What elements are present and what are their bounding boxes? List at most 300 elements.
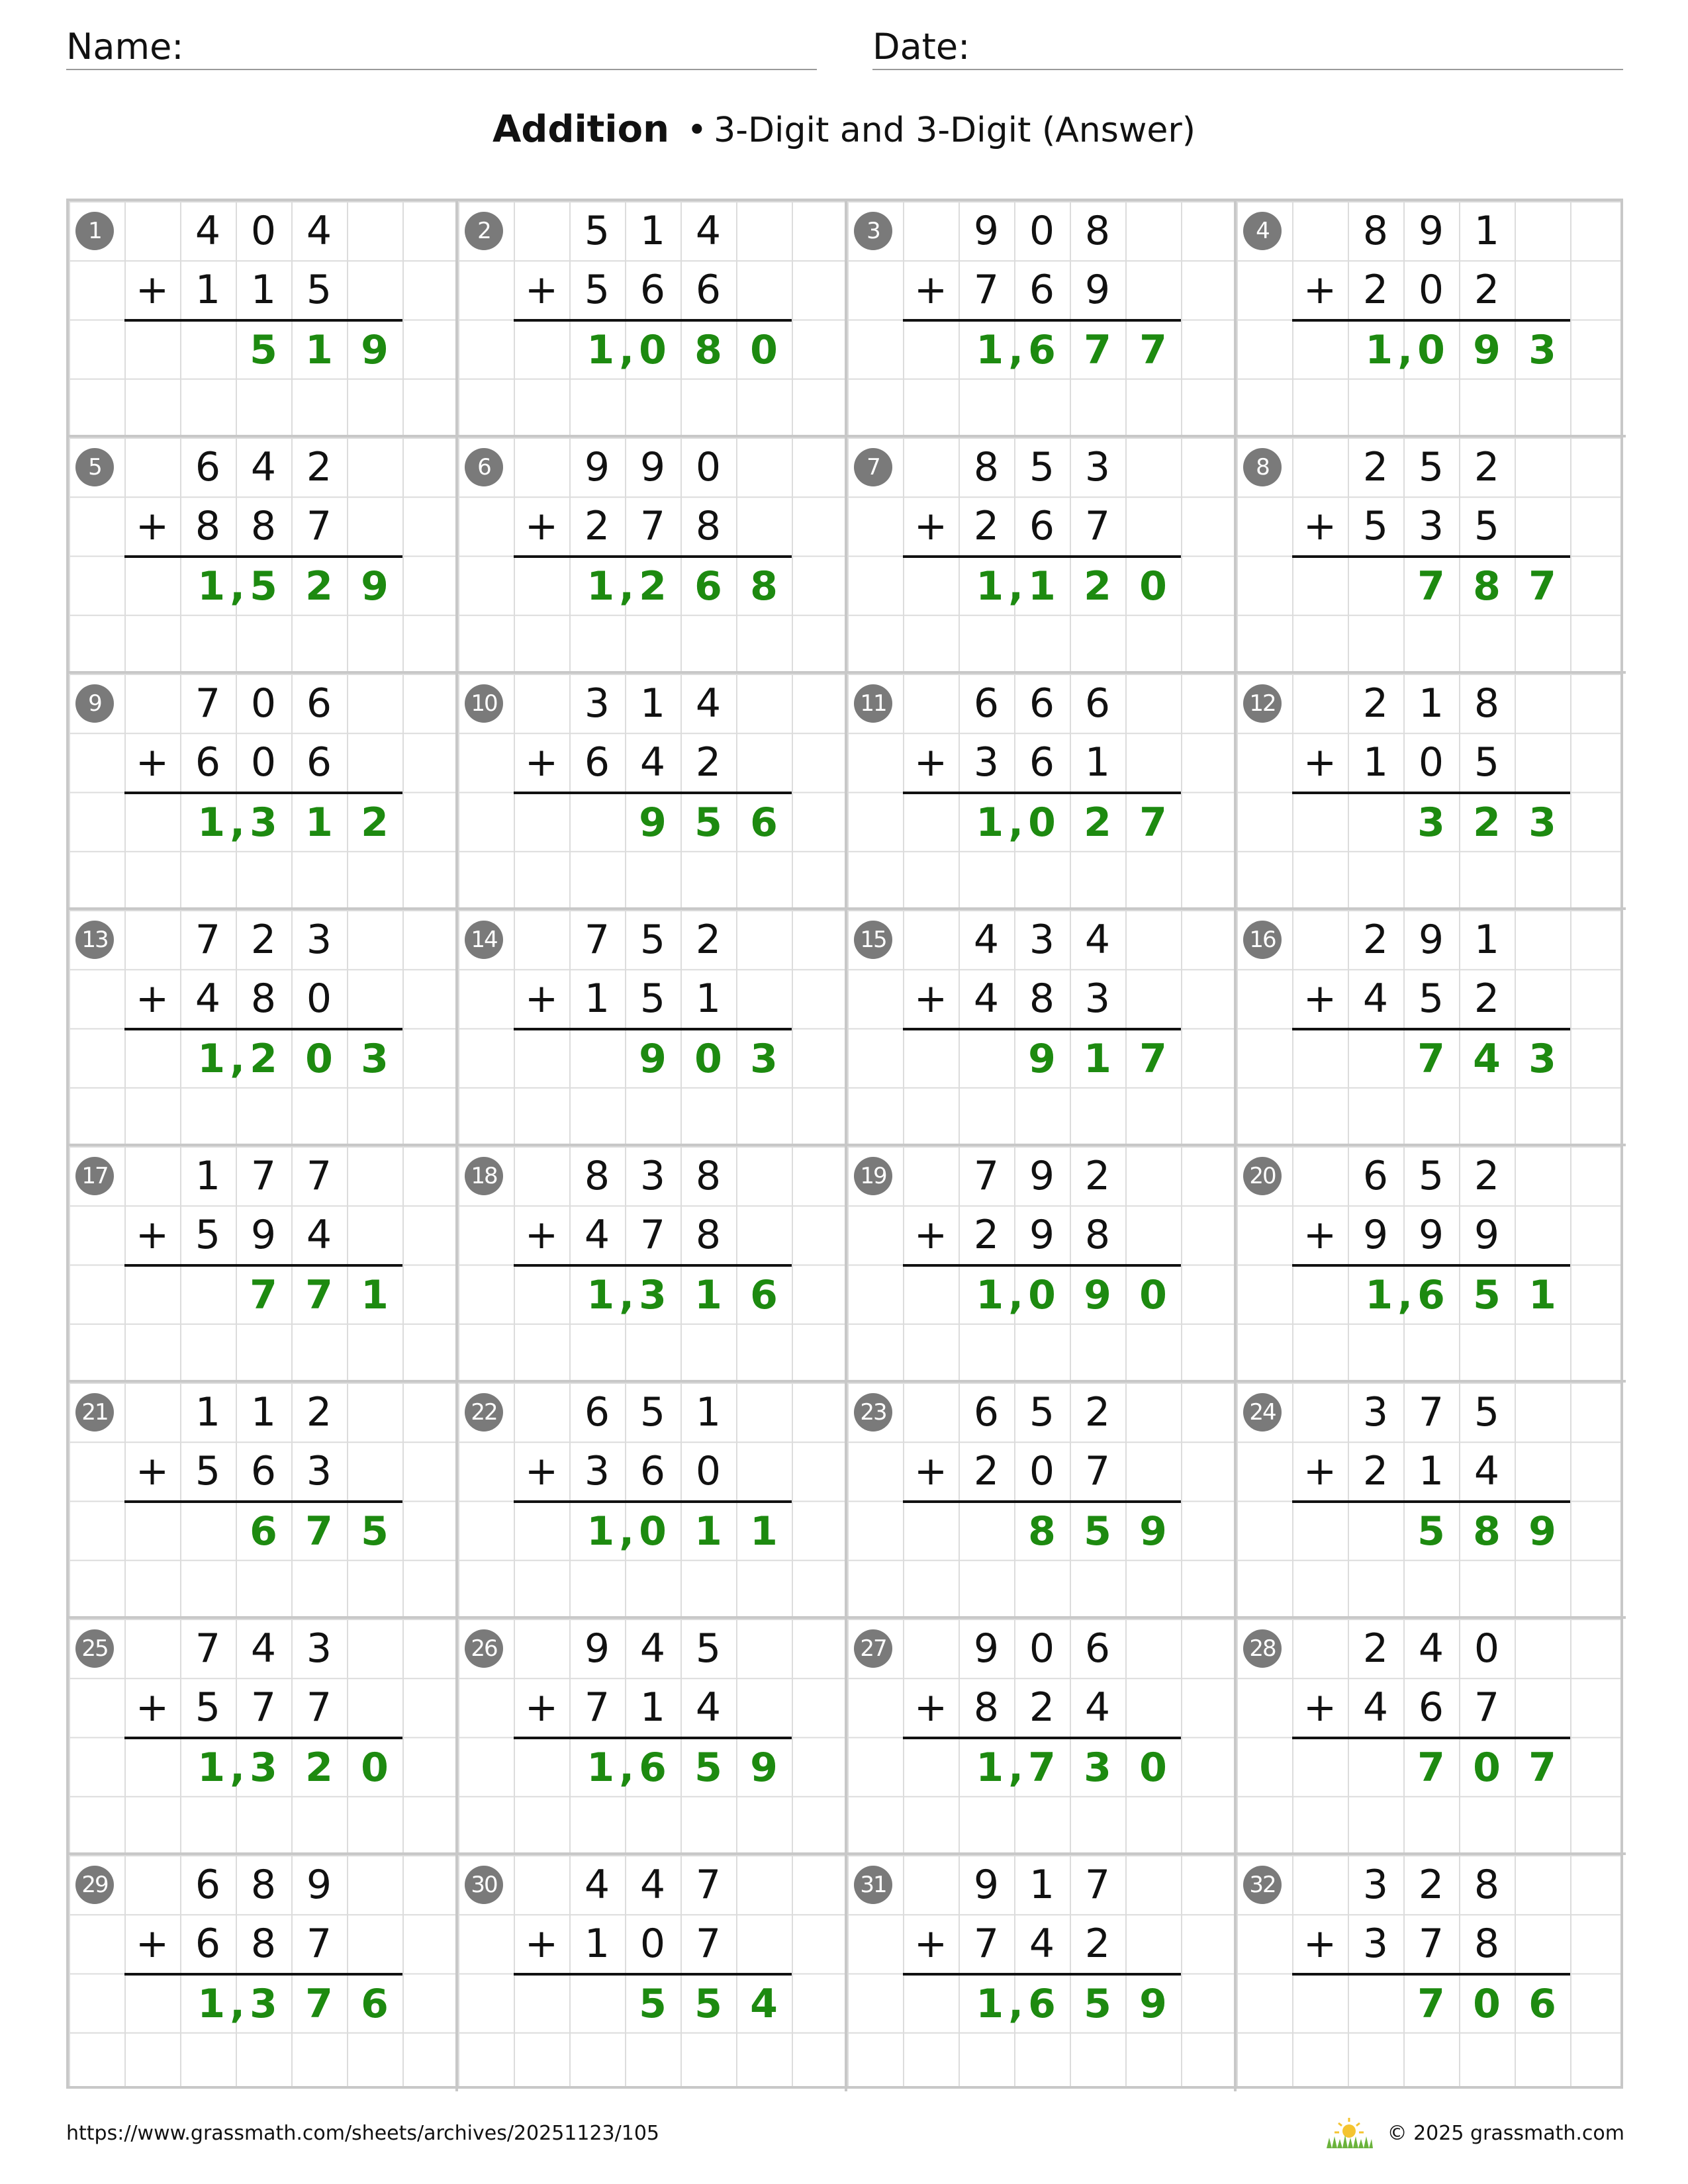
digit: 2 <box>1362 267 1389 313</box>
digit: 5 <box>1474 1389 1500 1435</box>
answer-digit: 0 <box>750 327 778 373</box>
answer-digit: 7 <box>1139 327 1167 373</box>
digit: 2 <box>584 503 610 549</box>
addend-top <box>1348 1146 1515 1206</box>
addend-bottom <box>959 1914 1125 1974</box>
answer-comma: , <box>619 1745 634 1791</box>
plus-sign: + <box>135 267 169 313</box>
answer-digit: 0 <box>305 1036 333 1082</box>
answer-digit: 5 <box>1084 1981 1111 2027</box>
answer-digit: 7 <box>1417 563 1445 610</box>
digit: 1 <box>250 1389 277 1435</box>
digit: 1 <box>1418 680 1444 727</box>
answer-comma: , <box>1008 1272 1023 1318</box>
digit: 1 <box>195 267 221 313</box>
digit: 5 <box>1029 444 1055 490</box>
digit: 5 <box>1474 503 1500 549</box>
digit: 6 <box>639 267 666 313</box>
answer-digit: 3 <box>250 1981 277 2027</box>
answer-digit: 2 <box>1473 799 1501 846</box>
answer-comma: , <box>230 799 245 846</box>
problem-17 <box>69 1146 458 1383</box>
digit: 9 <box>1362 1212 1389 1258</box>
digit: 3 <box>584 680 610 727</box>
problem-14 <box>458 910 847 1146</box>
digit: 8 <box>1084 208 1111 254</box>
answer-digit: 0 <box>639 1508 667 1555</box>
answer-digit: 0 <box>1139 1745 1167 1791</box>
digit: 1 <box>695 976 722 1022</box>
answer <box>573 1265 792 1325</box>
answer-digit: 3 <box>1417 799 1445 846</box>
digit: 1 <box>1362 739 1389 786</box>
digit: 6 <box>306 739 332 786</box>
digit: 1 <box>639 680 666 727</box>
answer <box>625 1974 792 2034</box>
problem-24 <box>1237 1383 1626 1619</box>
addend-bottom <box>1348 1914 1515 1974</box>
answer-digit: 2 <box>250 1036 277 1082</box>
answer-digit: 1 <box>197 563 226 610</box>
answer-digit: 7 <box>1028 1745 1056 1791</box>
digit: 3 <box>973 739 1000 786</box>
plus-sign: + <box>914 1448 948 1494</box>
worksheet-title <box>0 106 1688 154</box>
digit: 4 <box>639 1862 666 1908</box>
row-divider <box>69 1380 1626 1383</box>
digit: 9 <box>250 1212 277 1258</box>
problem-11 <box>847 674 1237 910</box>
digit: 3 <box>584 1448 610 1494</box>
answer <box>183 1029 402 1089</box>
addend-bottom <box>180 1441 347 1501</box>
addend-bottom <box>959 260 1125 320</box>
plus-sign: + <box>914 267 948 313</box>
addend-bottom <box>1348 260 1515 320</box>
answer-digit: 3 <box>250 1745 277 1791</box>
problem-number-badge: 21 <box>75 1393 114 1432</box>
digit: 5 <box>306 267 332 313</box>
digit: 9 <box>1029 1212 1055 1258</box>
digit: 1 <box>195 1153 221 1199</box>
problem-number-badge: 24 <box>1243 1393 1282 1432</box>
digit: 4 <box>195 976 221 1022</box>
answer-digit: 2 <box>361 799 389 846</box>
answer-digit: 1 <box>694 1272 722 1318</box>
problem-number-badge: 22 <box>465 1393 503 1432</box>
digit: 2 <box>306 444 332 490</box>
digit: 9 <box>973 208 1000 254</box>
answer-comma: , <box>230 1745 245 1791</box>
addend-top <box>959 910 1125 970</box>
answer-digit: 6 <box>250 1508 277 1555</box>
addend-bottom <box>959 1441 1125 1501</box>
digit: 1 <box>1418 1448 1444 1494</box>
problem-32 <box>1237 1855 1626 2091</box>
digit: 7 <box>584 917 610 963</box>
answer-comma: , <box>1008 563 1023 610</box>
addend-top <box>959 1383 1125 1442</box>
answer-digit: 2 <box>1084 563 1111 610</box>
digit: 8 <box>250 976 277 1022</box>
digit: 0 <box>250 680 277 727</box>
addend-bottom <box>180 1914 347 1974</box>
answer <box>962 1265 1181 1325</box>
plus-sign: + <box>914 739 948 786</box>
digit: 9 <box>973 1625 1000 1672</box>
digit: 7 <box>695 1921 722 1967</box>
digit: 8 <box>695 1212 722 1258</box>
answer-digit: 8 <box>1473 563 1501 610</box>
plus-sign: + <box>1303 976 1337 1022</box>
addend-bottom <box>180 260 347 320</box>
digit: 7 <box>1084 1448 1111 1494</box>
addend-top <box>180 1383 347 1442</box>
answer-comma: , <box>1008 799 1023 846</box>
digit: 6 <box>195 444 221 490</box>
digit: 2 <box>973 1448 1000 1494</box>
row-divider <box>69 1616 1626 1619</box>
problem-25 <box>69 1619 458 1855</box>
problem-31 <box>847 1855 1237 2091</box>
answer-digit: 1 <box>1084 1036 1111 1082</box>
answer <box>1403 1029 1570 1089</box>
answer <box>183 1974 402 2034</box>
answer-digit: 1 <box>305 799 333 846</box>
problem-number-badge: 20 <box>1243 1157 1282 1195</box>
answer <box>1403 557 1570 616</box>
column-divider <box>455 201 458 2091</box>
answer-digit: 1 <box>976 1272 1004 1318</box>
digit: 3 <box>639 1153 666 1199</box>
problem-number-badge: 25 <box>75 1629 114 1668</box>
answer-comma: , <box>619 1508 634 1555</box>
digit: 2 <box>1362 680 1389 727</box>
digit: 4 <box>1084 917 1111 963</box>
digit: 4 <box>584 1212 610 1258</box>
digit: 3 <box>1084 444 1111 490</box>
digit: 5 <box>1418 976 1444 1022</box>
plus-sign: + <box>524 1448 559 1494</box>
addend-bottom <box>1348 1205 1515 1265</box>
digit: 3 <box>1362 1389 1389 1435</box>
digit: 6 <box>1362 1153 1389 1199</box>
digit: 6 <box>1029 680 1055 727</box>
answer-digit: 6 <box>750 1272 778 1318</box>
answer-digit: 5 <box>250 563 277 610</box>
answer <box>236 320 402 380</box>
addend-top <box>1348 1619 1515 1678</box>
digit: 0 <box>1029 1625 1055 1672</box>
plus-sign: + <box>914 1212 948 1258</box>
digit: 6 <box>695 267 722 313</box>
answer-digit: 0 <box>1028 799 1056 846</box>
problem-29 <box>69 1855 458 2091</box>
plus-sign: + <box>524 1212 559 1258</box>
digit: 3 <box>306 1448 332 1494</box>
digit: 1 <box>584 1921 610 1967</box>
answer-digit: 0 <box>1139 1272 1167 1318</box>
addend-top <box>569 910 736 970</box>
answer-comma: , <box>230 1036 245 1082</box>
answer-digit: 5 <box>694 799 722 846</box>
answer-digit: 1 <box>361 1272 389 1318</box>
addend-top <box>959 1855 1125 1915</box>
problem-5 <box>69 437 458 674</box>
footer-url: https://www.grassmath.com/sheets/archives/20251123/105 <box>66 2122 660 2145</box>
answer-digit: 7 <box>1528 563 1556 610</box>
answer <box>183 557 402 616</box>
name-field[interactable] <box>66 20 817 70</box>
addend-top <box>959 674 1125 733</box>
answer-comma: , <box>1397 327 1413 373</box>
digit: 4 <box>639 739 666 786</box>
answer-digit: 1 <box>976 563 1004 610</box>
addend-bottom <box>180 496 347 556</box>
answer-digit: 3 <box>750 1036 778 1082</box>
digit: 4 <box>306 208 332 254</box>
problem-number-badge: 26 <box>465 1629 503 1668</box>
addend-bottom <box>180 1205 347 1265</box>
digit: 7 <box>1084 1862 1111 1908</box>
addend-top <box>569 1619 736 1678</box>
answer <box>962 1974 1181 2034</box>
answer-digit: 9 <box>639 1036 667 1082</box>
answer-digit: 3 <box>639 1272 667 1318</box>
answer-digit: 1 <box>694 1508 722 1555</box>
digit: 8 <box>973 444 1000 490</box>
digit: 3 <box>306 917 332 963</box>
digit: 4 <box>973 917 1000 963</box>
digit: 7 <box>195 917 221 963</box>
problem-9 <box>69 674 458 910</box>
answer-comma: , <box>1008 1745 1023 1791</box>
addend-top <box>180 674 347 733</box>
answer-digit: 1 <box>976 1745 1004 1791</box>
digit: 1 <box>695 1389 722 1435</box>
digit: 1 <box>1029 1862 1055 1908</box>
addend-top <box>1348 1383 1515 1442</box>
problem-number-badge: 8 <box>1243 448 1282 486</box>
answer-digit: 0 <box>639 327 667 373</box>
title-subtitle: 3-Digit and 3-Digit (Answer) <box>714 111 1196 150</box>
answer-digit: 0 <box>1473 1981 1501 2027</box>
answer-digit: 8 <box>694 327 722 373</box>
plus-sign: + <box>1303 1212 1337 1258</box>
addend-top <box>959 1619 1125 1678</box>
answer-digit: 8 <box>750 563 778 610</box>
digit: 5 <box>1474 739 1500 786</box>
answer-digit: 9 <box>1473 327 1501 373</box>
answer-digit: 9 <box>361 563 389 610</box>
answer-digit: 7 <box>305 1981 333 2027</box>
addend-bottom <box>1348 1678 1515 1737</box>
problem-4 <box>1237 201 1626 437</box>
digit: 4 <box>639 1625 666 1672</box>
answer <box>1403 1974 1570 2034</box>
answer-digit: 9 <box>1084 1272 1111 1318</box>
digit: 2 <box>1418 1862 1444 1908</box>
plus-sign: + <box>135 976 169 1022</box>
problem-2 <box>458 201 847 437</box>
digit: 9 <box>584 1625 610 1672</box>
answer-digit: 7 <box>1139 799 1167 846</box>
date-field[interactable] <box>872 20 1623 70</box>
answer-digit: 5 <box>694 1745 722 1791</box>
addend-top <box>180 201 347 261</box>
digit: 4 <box>973 976 1000 1022</box>
digit: 8 <box>250 1921 277 1967</box>
answer <box>625 793 792 852</box>
answer-digit: 1 <box>976 799 1004 846</box>
digit: 7 <box>306 1153 332 1199</box>
addend-bottom <box>569 260 736 320</box>
answer-digit: 3 <box>1528 1036 1556 1082</box>
answer-digit: 7 <box>1084 327 1111 373</box>
plus-sign: + <box>1303 739 1337 786</box>
problem-number-badge: 10 <box>465 684 503 723</box>
addend-top <box>180 1855 347 1915</box>
answer-digit: 6 <box>639 1745 667 1791</box>
addend-top <box>569 1855 736 1915</box>
answer <box>1014 1502 1181 1561</box>
answer <box>625 1029 792 1089</box>
problem-number-badge: 30 <box>465 1866 503 1904</box>
answer-digit: 1 <box>750 1508 778 1555</box>
grass-sun-logo-icon <box>1324 2115 1374 2150</box>
digit: 0 <box>1418 267 1444 313</box>
digit: 0 <box>1474 1625 1500 1672</box>
digit: 6 <box>1029 267 1055 313</box>
digit: 7 <box>695 1862 722 1908</box>
addend-top <box>959 437 1125 497</box>
answer-digit: 2 <box>305 1745 333 1791</box>
answer-digit: 0 <box>1417 327 1445 373</box>
problem-18 <box>458 1146 847 1383</box>
problem-number-badge: 9 <box>75 684 114 723</box>
problem-number-badge: 5 <box>75 448 114 486</box>
answer-comma: , <box>1397 1272 1413 1318</box>
column-divider <box>845 201 847 2091</box>
answer-digit: 2 <box>1084 799 1111 846</box>
answer-digit: 8 <box>1028 1508 1056 1555</box>
answer-digit: 0 <box>1473 1745 1501 1791</box>
digit: 0 <box>250 739 277 786</box>
row-divider <box>69 1144 1626 1146</box>
plus-sign: + <box>135 1212 169 1258</box>
answer-digit: 9 <box>639 799 667 846</box>
digit: 5 <box>584 208 610 254</box>
digit: 5 <box>1418 1153 1444 1199</box>
digit: 6 <box>306 680 332 727</box>
answer <box>962 557 1181 616</box>
digit: 6 <box>250 1448 277 1494</box>
answer <box>573 320 792 380</box>
answer <box>1351 1265 1570 1325</box>
answer <box>962 1738 1181 1797</box>
digit: 6 <box>195 1921 221 1967</box>
digit: 7 <box>195 1625 221 1672</box>
digit: 4 <box>250 444 277 490</box>
answer-digit: 3 <box>361 1036 389 1082</box>
digit: 6 <box>973 1389 1000 1435</box>
addend-top <box>959 201 1125 261</box>
digit: 2 <box>1474 1153 1500 1199</box>
answer-digit: 6 <box>1028 327 1056 373</box>
digit: 8 <box>584 1153 610 1199</box>
addend-bottom <box>180 1678 347 1737</box>
row-divider <box>69 907 1626 910</box>
digit: 4 <box>1362 976 1389 1022</box>
addend-bottom <box>180 969 347 1028</box>
digit: 7 <box>250 1153 277 1199</box>
digit: 8 <box>250 503 277 549</box>
problem-number-badge: 14 <box>465 921 503 959</box>
problem-number-badge: 23 <box>854 1393 892 1432</box>
answer-digit: 1 <box>197 1745 226 1791</box>
answer-digit: 3 <box>1528 327 1556 373</box>
digit: 9 <box>1418 917 1444 963</box>
digit: 3 <box>1029 917 1055 963</box>
digit: 7 <box>250 1684 277 1731</box>
digit: 2 <box>306 1389 332 1435</box>
problem-8 <box>1237 437 1626 674</box>
answer-digit: 0 <box>1139 563 1167 610</box>
answer-digit: 1 <box>586 1745 615 1791</box>
plus-sign: + <box>524 503 559 549</box>
digit: 6 <box>584 739 610 786</box>
plus-sign: + <box>914 503 948 549</box>
answer-digit: 5 <box>639 1981 667 2027</box>
problem-grid <box>66 199 1623 2089</box>
answer-digit: 1 <box>1028 563 1056 610</box>
addend-top <box>569 437 736 497</box>
digit: 1 <box>1474 917 1500 963</box>
plus-sign: + <box>914 1921 948 1967</box>
digit: 9 <box>1029 1153 1055 1199</box>
digit: 9 <box>639 444 666 490</box>
answer-digit: 0 <box>694 1036 722 1082</box>
digit: 1 <box>639 1684 666 1731</box>
digit: 2 <box>1084 1153 1111 1199</box>
digit: 6 <box>195 739 221 786</box>
digit: 4 <box>1418 1625 1444 1672</box>
date-label: Date: <box>872 26 970 68</box>
plus-sign: + <box>524 739 559 786</box>
digit: 2 <box>695 917 722 963</box>
answer <box>183 793 402 852</box>
answer-digit: 6 <box>361 1981 389 2027</box>
digit: 4 <box>695 680 722 727</box>
plus-sign: + <box>524 1684 559 1731</box>
plus-sign: + <box>135 1684 169 1731</box>
problem-number-badge: 7 <box>854 448 892 486</box>
answer-digit: 5 <box>694 1981 722 2027</box>
answer-digit: 1 <box>586 563 615 610</box>
digit: 7 <box>639 503 666 549</box>
answer-digit: 1 <box>976 1981 1004 2027</box>
digit: 0 <box>1029 208 1055 254</box>
plus-sign: + <box>1303 1684 1337 1731</box>
digit: 2 <box>1029 1684 1055 1731</box>
answer-digit: 0 <box>1028 1272 1056 1318</box>
answer-digit: 9 <box>1139 1508 1167 1555</box>
answer <box>236 1502 402 1561</box>
answer <box>1403 793 1570 852</box>
digit: 0 <box>1418 739 1444 786</box>
answer-comma: , <box>619 563 634 610</box>
addend-top <box>569 201 736 261</box>
